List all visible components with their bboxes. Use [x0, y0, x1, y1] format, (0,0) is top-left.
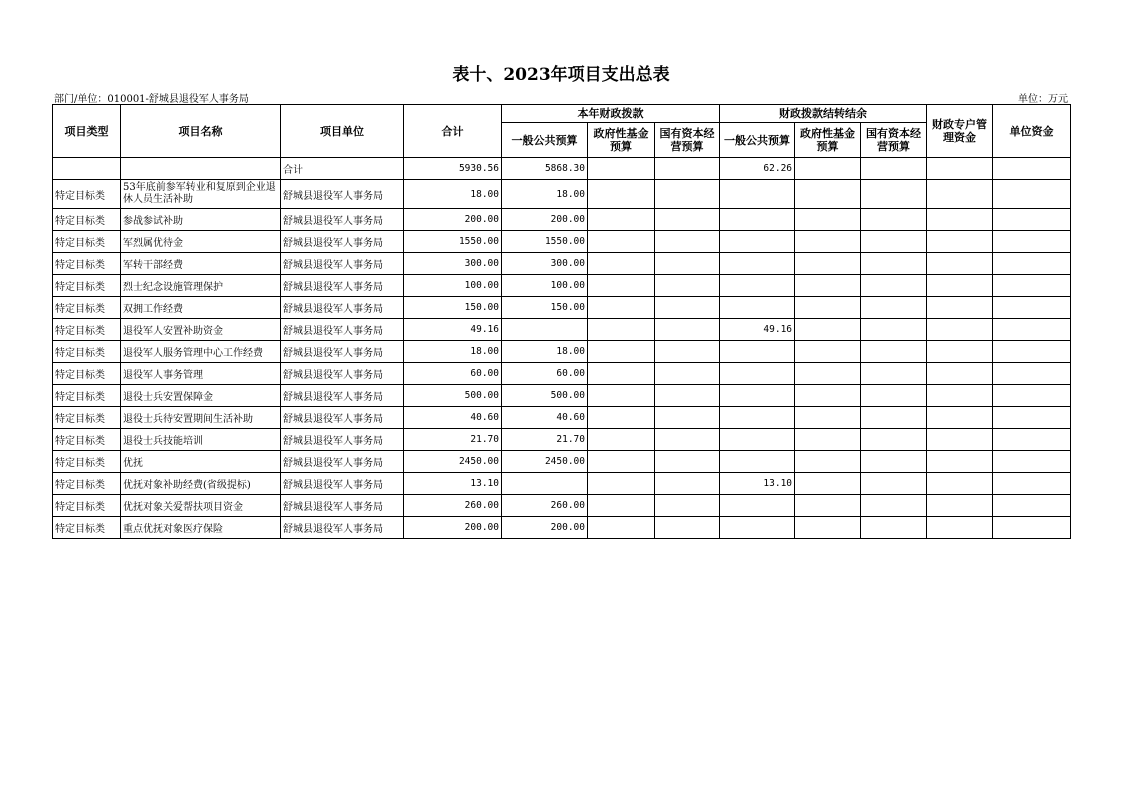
header-carry-gov-fund-budget: 政府性基金预算: [795, 123, 861, 158]
cell-project-type: 特定目标类: [53, 319, 121, 341]
cell-general-budget: 18.00: [502, 180, 588, 209]
table-row: [53, 407, 1071, 429]
cell-general-budget: 2450.00: [502, 451, 588, 473]
total-row: [53, 158, 1071, 180]
header-state-capital-budget: 国有资本经营预算: [655, 123, 720, 158]
cell-project-name: 退役军人服务管理中心工作经费: [121, 341, 281, 363]
cell-project-type: 特定目标类: [53, 517, 121, 539]
total-amount: 5930.56: [404, 158, 502, 180]
cell-special-fund: [927, 451, 993, 473]
cell-carry-state-capital: [861, 209, 927, 231]
cell-gov-fund: [588, 180, 655, 209]
cell-carry-general: [720, 231, 795, 253]
table-row: [53, 363, 1071, 385]
cell-project-unit: 舒城县退役军人事务局: [281, 473, 404, 495]
cell-state-capital: [655, 253, 720, 275]
table-row: [53, 517, 1071, 539]
unit-label: 单位：万元: [1018, 94, 1068, 105]
table-row: [53, 319, 1071, 341]
cell-project-unit: 舒城县退役军人事务局: [281, 209, 404, 231]
cell-unit-fund: [993, 231, 1071, 253]
cell-state-capital: [655, 180, 720, 209]
cell-gov-fund: [588, 473, 655, 495]
table-row: [53, 275, 1071, 297]
cell-project-unit: 舒城县退役军人事务局: [281, 429, 404, 451]
table-row: [53, 231, 1071, 253]
cell-general-budget: 40.60: [502, 407, 588, 429]
table-row: [53, 180, 1071, 209]
table-row: [53, 451, 1071, 473]
cell-gov-fund: [588, 209, 655, 231]
cell-total: 40.60: [404, 407, 502, 429]
cell-carry-general: [720, 341, 795, 363]
cell-state-capital: [655, 275, 720, 297]
cell-carry-gov-fund: [795, 180, 861, 209]
cell-project-name: 退役士兵技能培训: [121, 429, 281, 451]
cell-carry-state-capital: [861, 495, 927, 517]
cell-state-capital: [655, 209, 720, 231]
cell-carry-general: [720, 495, 795, 517]
cell-carry-general: [720, 517, 795, 539]
table-body: [53, 158, 1071, 539]
cell-unit-fund: [993, 385, 1071, 407]
cell-project-type: 特定目标类: [53, 275, 121, 297]
cell-unit-fund: [993, 209, 1071, 231]
header-project-unit: 项目单位: [281, 105, 404, 158]
cell-gov-fund: [588, 231, 655, 253]
cell-unit-fund: [993, 297, 1071, 319]
header-project-name: 项目名称: [121, 105, 281, 158]
cell-gov-fund: [588, 363, 655, 385]
cell-unit-fund: [993, 495, 1071, 517]
header-carry-general-budget: 一般公共预算: [720, 123, 795, 158]
cell-carry-state-capital: [861, 231, 927, 253]
cell-general-budget: 200.00: [502, 209, 588, 231]
cell-project-unit: 舒城县退役军人事务局: [281, 297, 404, 319]
cell-carry-state-capital: [861, 429, 927, 451]
cell-project-unit: 舒城县退役军人事务局: [281, 407, 404, 429]
cell-carry-state-capital: [861, 341, 927, 363]
cell-total: 2450.00: [404, 451, 502, 473]
cell-carry-general: [720, 363, 795, 385]
cell-unit-fund: [993, 319, 1071, 341]
cell-total: 21.70: [404, 429, 502, 451]
cell-total: 150.00: [404, 297, 502, 319]
cell-project-name: 退役军人事务管理: [121, 363, 281, 385]
cell-carry-gov-fund: [795, 363, 861, 385]
cell-state-capital: [655, 451, 720, 473]
cell-state-capital: [655, 407, 720, 429]
cell-carry-general: [720, 429, 795, 451]
cell-special-fund: [927, 297, 993, 319]
cell-special-fund: [927, 341, 993, 363]
cell-carry-general: [720, 180, 795, 209]
cell-carry-state-capital: [861, 451, 927, 473]
cell-total: 200.00: [404, 209, 502, 231]
cell-general-budget: [502, 319, 588, 341]
cell-project-unit: 舒城县退役军人事务局: [281, 253, 404, 275]
cell-project-name: 重点优抚对象医疗保险: [121, 517, 281, 539]
cell-unit-fund: [993, 517, 1071, 539]
cell-project-unit: 舒城县退役军人事务局: [281, 495, 404, 517]
cell-unit-fund: [993, 180, 1071, 209]
cell-total: 18.00: [404, 341, 502, 363]
table-row: [53, 385, 1071, 407]
cell-special-fund: [927, 385, 993, 407]
cell-project-type: 特定目标类: [53, 495, 121, 517]
cell-project-type: 特定目标类: [53, 253, 121, 275]
cell-carry-state-capital: [861, 517, 927, 539]
cell-general-budget: 60.00: [502, 363, 588, 385]
total-general-budget: 5868.30: [502, 158, 588, 180]
cell-gov-fund: [588, 495, 655, 517]
cell-gov-fund: [588, 517, 655, 539]
cell-project-name: 烈士纪念设施管理保护: [121, 275, 281, 297]
cell-carry-gov-fund: [795, 429, 861, 451]
cell-gov-fund: [588, 451, 655, 473]
cell-project-unit: 舒城县退役军人事务局: [281, 319, 404, 341]
header-group-current-year: 本年财政拨款: [502, 105, 720, 123]
cell-special-fund: [927, 275, 993, 297]
total-label: 合计: [281, 158, 404, 180]
cell-project-name: 退役士兵待安置期间生活补助: [121, 407, 281, 429]
cell-state-capital: [655, 341, 720, 363]
cell-total: 49.16: [404, 319, 502, 341]
cell-carry-state-capital: [861, 319, 927, 341]
cell-project-unit: 舒城县退役军人事务局: [281, 385, 404, 407]
cell-carry-state-capital: [861, 253, 927, 275]
cell-gov-fund: [588, 407, 655, 429]
cell-general-budget: 100.00: [502, 275, 588, 297]
total-unit-fund: [993, 158, 1071, 180]
cell-carry-state-capital: [861, 385, 927, 407]
cell-special-fund: [927, 517, 993, 539]
cell-unit-fund: [993, 473, 1071, 495]
cell-carry-gov-fund: [795, 517, 861, 539]
cell-carry-gov-fund: [795, 341, 861, 363]
project-expenditure-table: [52, 104, 1071, 539]
header-carry-state-capital-budget: 国有资本经营预算: [861, 123, 927, 158]
cell-carry-gov-fund: [795, 473, 861, 495]
cell-state-capital: [655, 319, 720, 341]
cell-carry-general: 49.16: [720, 319, 795, 341]
cell-project-type: 特定目标类: [53, 209, 121, 231]
cell-gov-fund: [588, 319, 655, 341]
cell-carry-general: [720, 451, 795, 473]
cell-unit-fund: [993, 363, 1071, 385]
cell-gov-fund: [588, 253, 655, 275]
total-state-capital: [655, 158, 720, 180]
cell-carry-general: [720, 209, 795, 231]
cell-carry-gov-fund: [795, 253, 861, 275]
cell-total: 200.00: [404, 517, 502, 539]
cell-project-name: 优抚对象补助经费(省级提标): [121, 473, 281, 495]
cell-special-fund: [927, 429, 993, 451]
cell-unit-fund: [993, 275, 1071, 297]
cell-carry-state-capital: [861, 297, 927, 319]
table-row: [53, 253, 1071, 275]
table-row: [53, 341, 1071, 363]
cell-state-capital: [655, 429, 720, 451]
cell-general-budget: 21.70: [502, 429, 588, 451]
table-row: [53, 495, 1071, 517]
cell-state-capital: [655, 517, 720, 539]
cell-project-type: 特定目标类: [53, 385, 121, 407]
total-carry-state-capital: [861, 158, 927, 180]
cell-project-name: 53年底前参军转业和复原到企业退休人员生活补助: [121, 180, 281, 209]
cell-project-name: 军转干部经费: [121, 253, 281, 275]
cell-special-fund: [927, 407, 993, 429]
cell-total: 18.00: [404, 180, 502, 209]
table-row: [53, 473, 1071, 495]
total-carry-general: 62.26: [720, 158, 795, 180]
table-row: [53, 297, 1071, 319]
cell-carry-state-capital: [861, 180, 927, 209]
cell-unit-fund: [993, 253, 1071, 275]
header-special-fund: 财政专户管理资金: [927, 105, 993, 158]
cell-total: 260.00: [404, 495, 502, 517]
cell-gov-fund: [588, 429, 655, 451]
cell-project-unit: 舒城县退役军人事务局: [281, 275, 404, 297]
cell-carry-state-capital: [861, 275, 927, 297]
cell-project-type: 特定目标类: [53, 297, 121, 319]
cell-unit-fund: [993, 429, 1071, 451]
cell-gov-fund: [588, 385, 655, 407]
table-header: [53, 105, 1071, 158]
cell-special-fund: [927, 209, 993, 231]
cell-carry-gov-fund: [795, 275, 861, 297]
cell-total: 1550.00: [404, 231, 502, 253]
cell-carry-state-capital: [861, 473, 927, 495]
cell-general-budget: 200.00: [502, 517, 588, 539]
cell-project-unit: 舒城县退役军人事务局: [281, 180, 404, 209]
cell-unit-fund: [993, 407, 1071, 429]
cell-project-type: 特定目标类: [53, 429, 121, 451]
cell-project-name: 优抚对象关爱帮扶项目资金: [121, 495, 281, 517]
header-unit-fund: 单位资金: [993, 105, 1071, 158]
cell-carry-gov-fund: [795, 385, 861, 407]
cell-total: 500.00: [404, 385, 502, 407]
cell-carry-state-capital: [861, 407, 927, 429]
header-group-carryover: 财政拨款结转结余: [720, 105, 927, 123]
cell-carry-gov-fund: [795, 407, 861, 429]
cell-project-type: 特定目标类: [53, 180, 121, 209]
cell-special-fund: [927, 495, 993, 517]
total-type-cell: [53, 158, 121, 180]
cell-project-unit: 舒城县退役军人事务局: [281, 517, 404, 539]
total-special-fund: [927, 158, 993, 180]
cell-general-budget: 1550.00: [502, 231, 588, 253]
cell-project-name: 双拥工作经费: [121, 297, 281, 319]
cell-total: 13.10: [404, 473, 502, 495]
cell-project-type: 特定目标类: [53, 407, 121, 429]
cell-project-unit: 舒城县退役军人事务局: [281, 341, 404, 363]
cell-unit-fund: [993, 341, 1071, 363]
cell-carry-general: [720, 275, 795, 297]
cell-project-name: 优抚: [121, 451, 281, 473]
header-project-type: 项目类型: [53, 105, 121, 158]
cell-project-type: 特定目标类: [53, 341, 121, 363]
page-title: 表十、2023年项目支出总表: [452, 65, 670, 85]
cell-general-budget: 260.00: [502, 495, 588, 517]
cell-carry-gov-fund: [795, 231, 861, 253]
cell-unit-fund: [993, 451, 1071, 473]
cell-project-unit: 舒城县退役军人事务局: [281, 231, 404, 253]
cell-carry-gov-fund: [795, 209, 861, 231]
cell-general-budget: 150.00: [502, 297, 588, 319]
header-total: 合计: [404, 105, 502, 158]
cell-state-capital: [655, 231, 720, 253]
table-row: [53, 429, 1071, 451]
cell-general-budget: 500.00: [502, 385, 588, 407]
cell-carry-gov-fund: [795, 495, 861, 517]
total-carry-gov-fund: [795, 158, 861, 180]
cell-project-name: 参战参试补助: [121, 209, 281, 231]
total-gov-fund: [588, 158, 655, 180]
cell-state-capital: [655, 363, 720, 385]
table-row: [53, 209, 1071, 231]
cell-state-capital: [655, 385, 720, 407]
cell-special-fund: [927, 253, 993, 275]
cell-project-unit: 舒城县退役军人事务局: [281, 363, 404, 385]
cell-special-fund: [927, 473, 993, 495]
cell-total: 60.00: [404, 363, 502, 385]
header-gov-fund-budget: 政府性基金预算: [588, 123, 655, 158]
cell-gov-fund: [588, 275, 655, 297]
cell-carry-general: [720, 253, 795, 275]
cell-project-type: 特定目标类: [53, 363, 121, 385]
cell-carry-general: [720, 407, 795, 429]
cell-special-fund: [927, 363, 993, 385]
cell-carry-general: 13.10: [720, 473, 795, 495]
cell-total: 100.00: [404, 275, 502, 297]
cell-special-fund: [927, 180, 993, 209]
cell-special-fund: [927, 231, 993, 253]
cell-project-type: 特定目标类: [53, 451, 121, 473]
department-label: 部门/单位：010001-舒城县退役军人事务局: [54, 94, 249, 105]
cell-special-fund: [927, 319, 993, 341]
header-general-budget: 一般公共预算: [502, 123, 588, 158]
cell-carry-gov-fund: [795, 451, 861, 473]
cell-gov-fund: [588, 341, 655, 363]
cell-project-unit: 舒城县退役军人事务局: [281, 451, 404, 473]
cell-general-budget: 18.00: [502, 341, 588, 363]
cell-project-name: 军烈属优待金: [121, 231, 281, 253]
cell-general-budget: 300.00: [502, 253, 588, 275]
cell-project-name: 退役士兵安置保障金: [121, 385, 281, 407]
cell-carry-general: [720, 385, 795, 407]
cell-carry-gov-fund: [795, 297, 861, 319]
total-name-cell: [121, 158, 281, 180]
cell-general-budget: [502, 473, 588, 495]
cell-project-type: 特定目标类: [53, 231, 121, 253]
cell-state-capital: [655, 495, 720, 517]
cell-project-type: 特定目标类: [53, 473, 121, 495]
cell-total: 300.00: [404, 253, 502, 275]
cell-carry-state-capital: [861, 363, 927, 385]
cell-carry-gov-fund: [795, 319, 861, 341]
cell-state-capital: [655, 473, 720, 495]
cell-gov-fund: [588, 297, 655, 319]
cell-state-capital: [655, 297, 720, 319]
cell-project-name: 退役军人安置补助资金: [121, 319, 281, 341]
cell-carry-general: [720, 297, 795, 319]
